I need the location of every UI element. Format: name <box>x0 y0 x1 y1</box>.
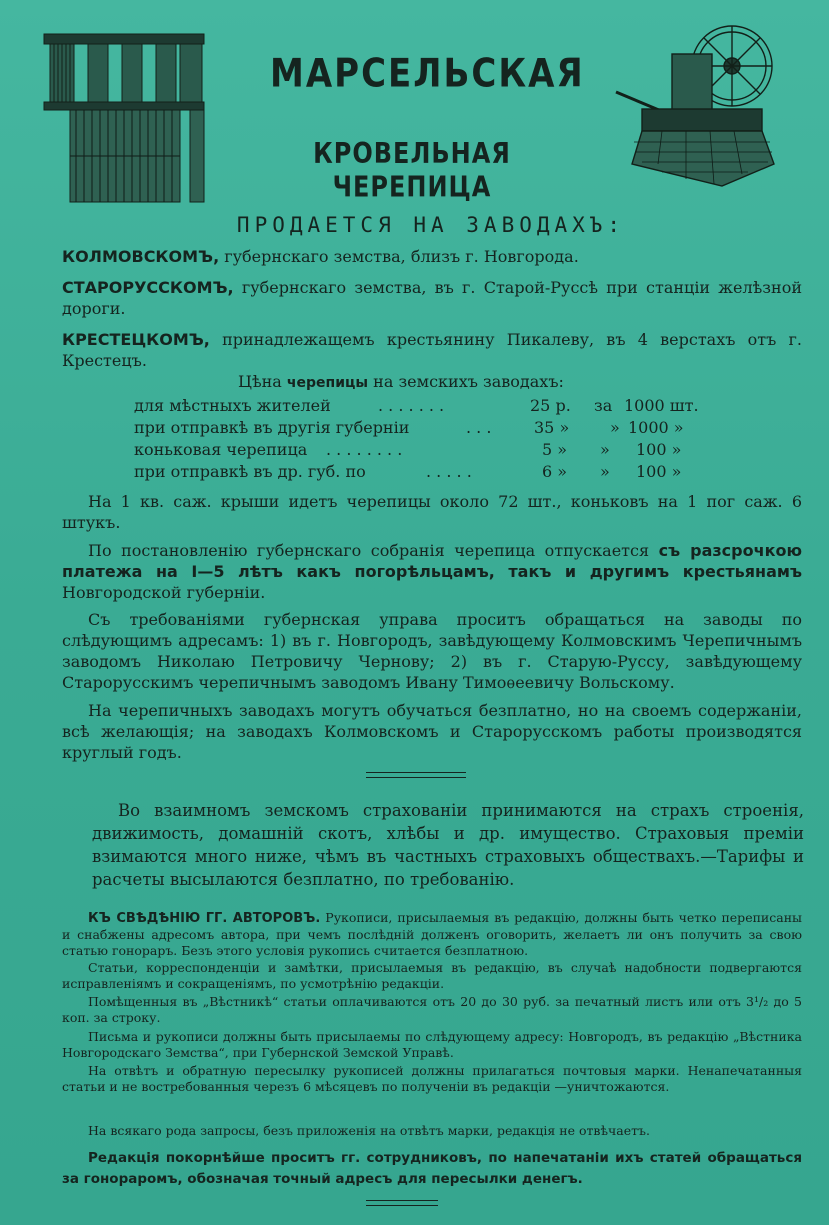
authors-paragraph-3: Помѣщенныя въ „Вѣстникѣ“ статьи оплачиваются отъ 20 до 30 руб. за печатный листъ или отъ 3¹/₂ до 5 коп. за строку. <box>62 994 802 1025</box>
price-row: при отправкѣ въ др. губ. по . . . . . 6 » » 100 » <box>134 462 682 481</box>
tile-press-machine-illustration <box>602 14 792 194</box>
factory-name: СТАРОРУССКОМЪ, <box>62 278 234 297</box>
poster-title: МАРСЕЛЬСКАЯ <box>270 51 585 97</box>
installment-paragraph: По постановленію губернскаго собранія черепица отпускается съ разсрочкою платежа на I—5 лѣтъ какъ погорѣльцамъ, такъ и другимъ крестьянамъ Новгородской губерніи. <box>62 541 802 602</box>
factory-text: губернскаго земства, близъ г. Новгорода. <box>224 247 579 266</box>
authors-paragraph-6: На всякаго рода запросы, безъ приложенія на отвѣтъ марки, редакція не отвѣчаетъ. <box>88 1123 650 1138</box>
poster-subtitle: КРОВЕЛЬНАЯ ЧЕРЕПИЦА <box>313 136 511 204</box>
price-row: для мѣстныхъ жителей . . . . . . . 25 р. за 1000 шт. <box>134 396 699 415</box>
footer-notice: Редакція покорнѣйше проситъ гг. сотрудниковъ, по напечатаніи ихъ статей обращаться за гонораромъ, обозначая точный адресъ для пересылки денегъ. <box>62 1150 802 1187</box>
authors-heading: КЪ СВѢДѢНІЮ ГГ. АВТОРОВЪ. <box>88 911 321 926</box>
roof-paragraph: На 1 кв. саж. крыши идетъ черепицы около 72 шт., коньковъ на 1 пог саж. 6 штукъ. <box>62 492 802 532</box>
training-paragraph: На черепичныхъ заводахъ могутъ обучаться безплатно, но на своемъ содержаніи, всѣ желающія; на заводахъ Колмовскомъ и Старорусскомъ работы производятся круглый годъ. <box>62 701 802 762</box>
factory-krestetsky <box>62 329 802 371</box>
price-row: при отправкѣ въ другія губерніи . . . 35 » » 1000 » <box>134 418 684 437</box>
divider <box>366 772 466 778</box>
factory-kolmovsky <box>62 246 802 267</box>
factory-name: КРЕСТЕЦКОМЪ, <box>62 330 210 349</box>
factory-text: губернскаго земства, въ г. Старой-Руссѣ при станціи желѣзной дороги. <box>62 278 802 318</box>
authors-paragraph-4: Письма и рукописи должны быть присылаемы по слѣдующему адресу: Новгородъ, въ редакцію „Вѣстника Новгородскаго Земства“, при Губернской Земской Управѣ. <box>62 1029 802 1060</box>
sale-heading: ПРОДАЕТСЯ НА ЗАВОДАХЪ: <box>236 213 626 237</box>
factory-text: принадлежащемъ крестьянину Пикалеву, въ 4 верстахъ отъ г. Крестецъ. <box>62 330 802 370</box>
authors-paragraph-2: Статьи, корреспонденціи и замѣтки, присылаемыя въ редакцію, въ случаѣ надобности подвергаются исправленіямъ и сокращеніямъ, по усмотрѣнію редакціи. <box>62 960 802 991</box>
price-row: коньковая черепица . . . . . . . . 5 » » 100 » <box>134 440 682 459</box>
requests-paragraph: Съ требованіями губернская управа проситъ обращаться на заводы по слѣдующимъ адресамъ: 1) въ г. Новгородъ, завѣдующему Колмовскимъ Черепичнымъ заводомъ Николаю Петровичу Чернову; 2) въ г. Старую-Руссу, завѣдующему Старорусскимъ черепичнымъ заводомъ Ивану Тимоѳеевичу Вольскому. <box>62 610 802 692</box>
authors-paragraph-5: На отвѣтъ и обратную пересылку рукописей должны прилагаться почтовыя марки. Ненапечатанныя статьи и не востребованныя черезъ 6 мѣсяцевъ по полученіи въ редакціи —уничтожаются. <box>62 1063 802 1094</box>
roof-tiles-illustration <box>40 26 210 208</box>
bottom-divider <box>366 1200 438 1206</box>
factory-name: КОЛМОВСКОМЪ, <box>62 247 220 266</box>
insurance-paragraph: Во взаимномъ земскомъ страхованіи принимаются на страхъ строенія, движимость, домашній скотъ, хлѣбы и др. имущество. Страховыя преміи взимаются много ниже, чѣмъ въ частныхъ страховыхъ обществахъ.—Тарифы и расчеты высылаются безплатно, по требованію. <box>92 801 804 889</box>
price-title: Цѣна черепицы на земскихъ заводахъ: <box>238 372 564 391</box>
factory-starorussky <box>62 277 802 319</box>
authors-paragraph-1: КЪ СВѢДѢНІЮ ГГ. АВТОРОВЪ. Рукописи, присылаемыя въ редакцію, должны быть четко переписаны и снабжены адресомъ автора, при чемъ послѣдній долженъ оговорить, желаетъ ли онъ получить за свою статью гонораръ. Безъ этого условія рукопись считается безплатною. <box>62 910 802 958</box>
